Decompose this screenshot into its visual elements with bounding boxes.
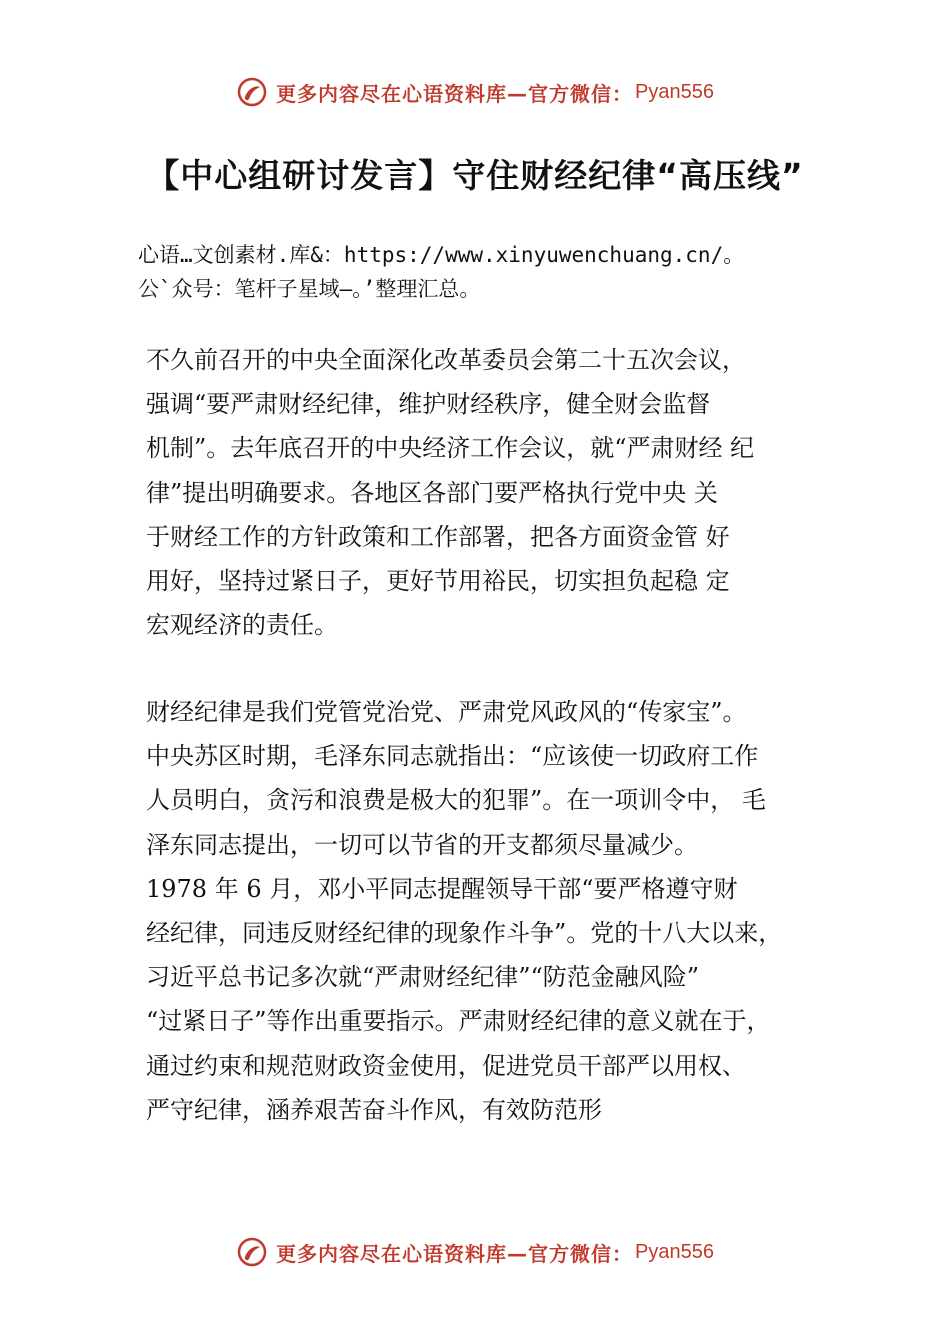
footer-banner [0,1232,950,1272]
paragraph-1 [146,338,846,647]
text-line: 财经纪律是我们党管党治党、严肃党风政风的“传家宝”。 [146,698,747,726]
text-line: 宏观经济的责任。 [146,611,338,640]
document-title: 【中心组研讨发言】守住财经纪律“高压线” [146,156,804,195]
text-line: 律”提出明确要求。各地区各部门要严格执行党中央 关 [146,478,718,507]
text-line: 中央苏区时期，毛泽东同志就指出：“应该使一切政府工作 [146,742,759,771]
text-line: 严守纪律，涵养艰苦奋斗作风，有效防范形 [146,1095,602,1124]
text-line: “过紧日子”等作出重要指示。严肃财经纪律的意义就在于， [146,1007,771,1036]
banner-text: 更多内容尽在心语资料库—官方微信： [276,81,634,106]
text-line: 习近平总书记多次就“严肃财经纪律”“防范金融风险” [146,963,700,992]
wechat-handle: Pyan556 [635,80,714,103]
text-line: 泽东同志提出，一切可以节省的开支都须尽量减少。 [146,830,698,859]
text-line: 强调“要严肃财经纪律，维护财经秩序，健全财会监督 [146,390,711,419]
paragraph-2 [146,690,846,1132]
text-line: 不久前召开的中央全面深化改革委员会第二十五次会议， [146,346,746,374]
text-line: 人员明白，贪污和浪费是极大的犯罪”。在一项训令中， 毛 [146,786,766,815]
text-line: 1978 年 6 月，邓小平同志提醒领导干部“要严格遵守财 [146,874,738,903]
source-note [138,238,928,306]
text-line: 于财经工作的方针政策和工作部署，把各方面资金管 好 [146,522,730,551]
source-line: 心语…文创素材.库&：https://www.xinyuwenchuang.cn/。 [138,243,745,267]
wechat-handle: Pyan556 [635,1240,714,1263]
text-line: 通过约束和规范财政资金使用，促进党员干部严以用权、 [146,1051,746,1080]
banner-text: 更多内容尽在心语资料库—官方微信： [276,1241,634,1266]
header-banner [0,72,950,112]
source-line: 公`众号：笔杆子星域—。’整理汇总。 [138,277,481,301]
text-line: 机制”。去年底召开的中央经济工作会议，就“严肃财经 纪 [146,434,755,463]
text-line: 用好，坚持过紧日子，更好节用裕民，切实担负起稳 定 [146,567,730,596]
text-line: 经纪律，同违反财经纪律的现象作斗争”。党的十八大以来， [146,919,783,948]
brand-logo-icon [236,76,268,108]
brand-logo-icon [236,1236,268,1268]
